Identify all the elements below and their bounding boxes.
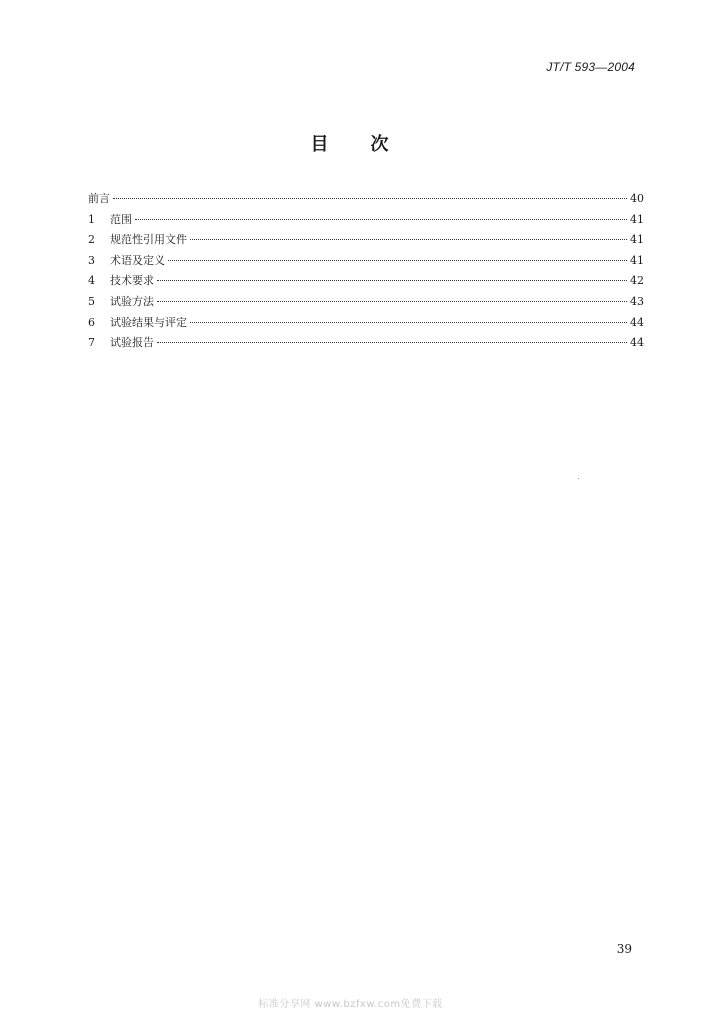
toc-entry-5[interactable]	[88, 293, 644, 314]
toc-entry-foreword[interactable]	[88, 190, 644, 211]
toc-leader-dots	[168, 260, 627, 261]
toc-entry-label: 试验报告	[110, 336, 154, 350]
toc-leader-dots	[190, 239, 627, 240]
toc-entry-label: 技术要求	[110, 274, 154, 288]
toc-entry-page: 43	[630, 294, 644, 308]
toc-list	[88, 190, 644, 355]
toc-title	[0, 130, 701, 156]
toc-entry-label: 试验方法	[110, 294, 154, 308]
toc-entry-number: 2	[88, 233, 95, 247]
document-code: JT/T 593—2004	[546, 60, 635, 74]
toc-entry-page: 42	[630, 274, 644, 288]
toc-leader-dots	[113, 198, 627, 199]
toc-entry-page: 44	[630, 336, 644, 350]
toc-entry-number: 5	[88, 294, 95, 308]
toc-leader-dots	[157, 280, 627, 281]
toc-entry-2[interactable]	[88, 231, 644, 252]
footer-watermark: 标准分享网 www.bzfxw.com免费下载	[258, 999, 443, 1010]
toc-entry-7[interactable]	[88, 334, 644, 355]
toc-entry-number: 1	[88, 212, 95, 226]
toc-leader-dots	[157, 301, 627, 302]
toc-leader-dots	[190, 322, 627, 323]
toc-entry-label: 范围	[110, 212, 132, 226]
toc-entry-label: 前言	[88, 192, 110, 205]
scan-speck	[578, 478, 579, 479]
toc-entry-number: 6	[88, 315, 95, 329]
toc-entry-page: 41	[630, 233, 644, 247]
toc-leader-dots	[157, 342, 627, 343]
toc-entry-page: 41	[630, 212, 644, 226]
toc-entry-number: 7	[88, 336, 95, 350]
toc-title-char-1: 目	[310, 134, 331, 155]
toc-entry-label: 试验结果与评定	[110, 315, 187, 329]
toc-leader-dots	[135, 219, 627, 220]
toc-entry-4[interactable]	[88, 272, 644, 293]
toc-entry-1[interactable]	[88, 211, 644, 232]
toc-entry-number: 3	[88, 253, 95, 267]
toc-entry-label: 规范性引用文件	[110, 233, 187, 247]
toc-entry-page: 44	[630, 315, 644, 329]
toc-entry-page: 41	[630, 253, 644, 267]
toc-entry-label: 术语及定义	[110, 253, 165, 267]
toc-title-char-2: 次	[370, 134, 391, 155]
toc-entry-3[interactable]	[88, 252, 644, 273]
toc-entry-number: 4	[88, 274, 95, 288]
page-number: 39	[616, 942, 632, 956]
toc-entry-6[interactable]	[88, 314, 644, 335]
toc-entry-page: 40	[630, 192, 644, 205]
